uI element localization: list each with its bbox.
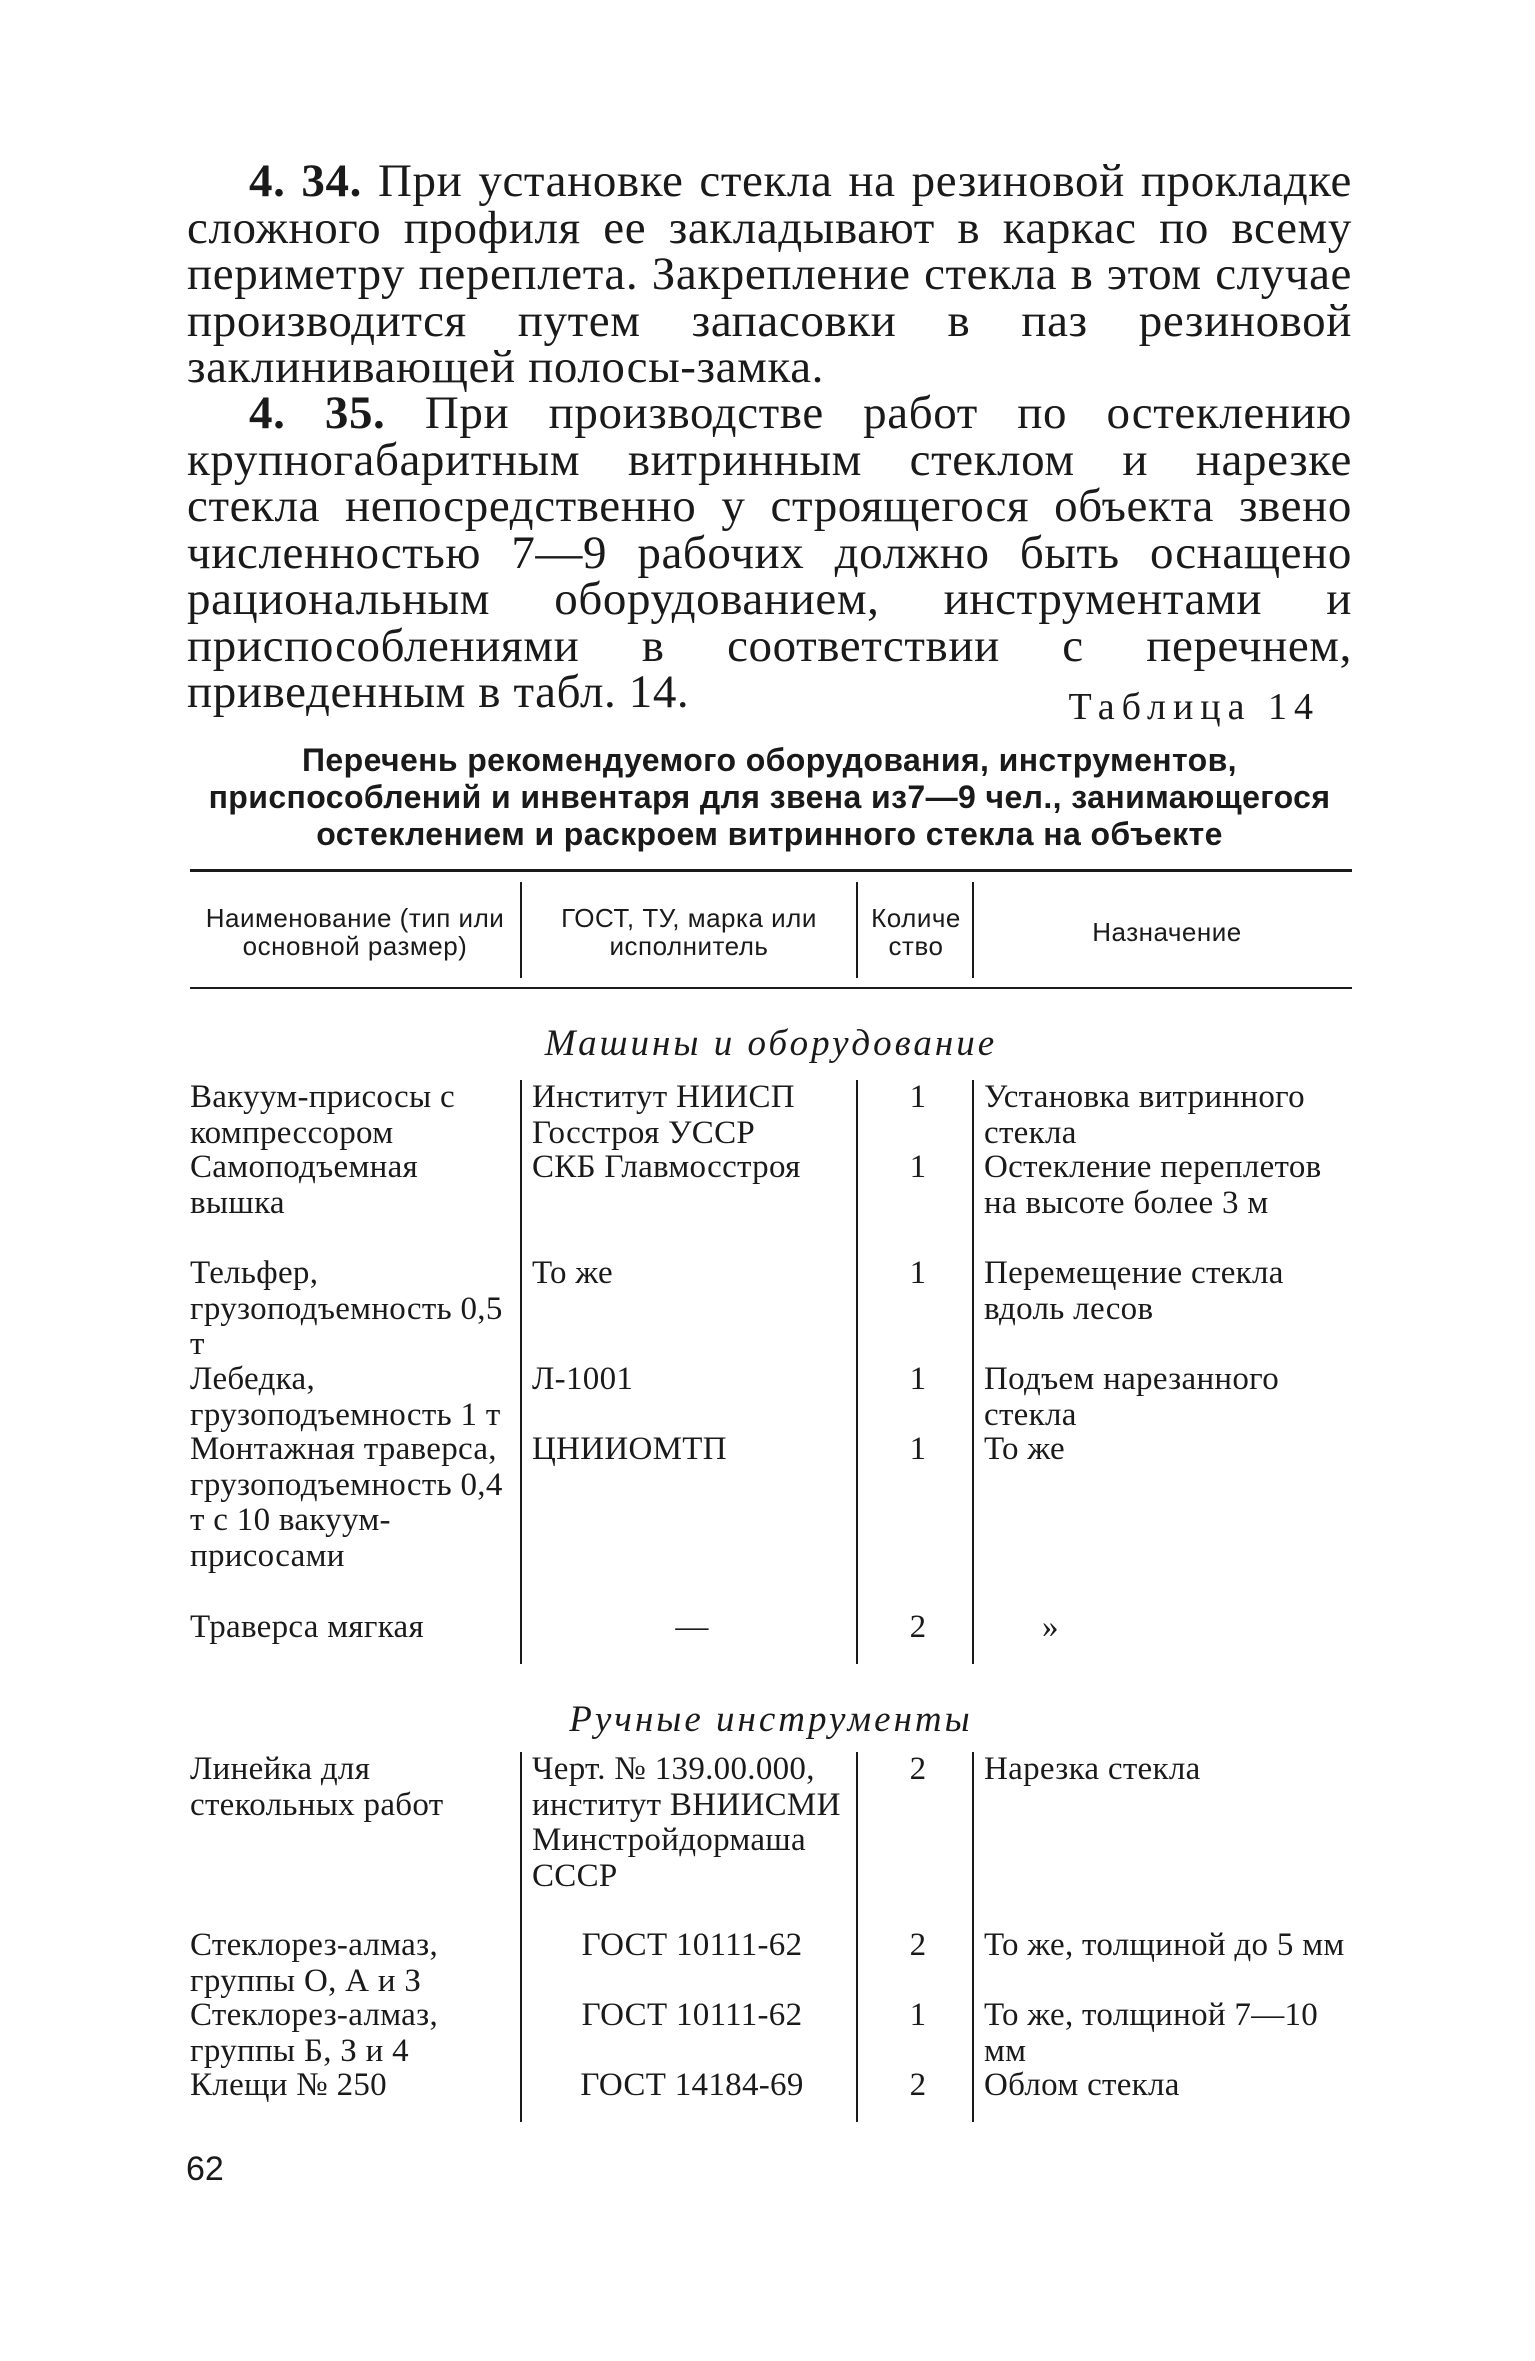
cell-name: Траверса мягкая: [190, 1609, 424, 1645]
column-separator: [856, 1080, 858, 1664]
cell-purpose: »: [1042, 1609, 1059, 1645]
paragraph-4-34: [187, 155, 1352, 393]
header-separator: [520, 882, 522, 978]
section-title-hand-tools: Ручные инструменты: [569, 1699, 973, 1740]
cell-gost: ГОСТ 14184-69: [580, 2067, 804, 2103]
paragraph-text: При установке стекла на резиновой прокладке сложного профиля ее закладывают в каркас по всему периметру переплета. Закрепление стекла в этом случае производится путем запасовки в паз резиновой заклинивающей полосы-замка.: [187, 155, 1352, 393]
cell-gost: Черт. № 139.00.000, институт ВНИИСМИ Минстройдормаша СССР: [532, 1751, 841, 1894]
column-separator: [972, 1752, 974, 2122]
cell-quantity: 2: [909, 1927, 927, 1963]
section-title-machines: Машины и оборудование: [544, 1023, 998, 1064]
column-separator: [972, 1080, 974, 1664]
paragraph-number: 4. 35.: [249, 387, 386, 439]
header-separator: [972, 882, 974, 978]
cell-gost: ЦНИИОМТП: [532, 1431, 727, 1467]
column-header-gost: ГОСТ, ТУ, марка или исполнитель: [561, 903, 817, 961]
cell-gost: Л-1001: [532, 1361, 634, 1397]
cell-purpose: Облом стекла: [984, 2067, 1180, 2103]
cell-purpose: Нарезка стекла: [984, 1751, 1201, 1787]
column-separator: [520, 1080, 522, 1664]
cell-name: Стеклорез-алмаз, группы О, А и З: [190, 1927, 439, 1999]
header-separator: [856, 882, 858, 978]
table-title: Перечень рекомендуемого оборудования, инструментов, приспособлений и инвентаря для звена из7—9 чел., занимающегося остеклением и раскроем витринного стекла на объекте: [208, 742, 1331, 852]
cell-name: Линейка для стекольных работ: [190, 1751, 444, 1823]
cell-purpose: То же, толщиной до 5 мм: [984, 1927, 1345, 1963]
table-top-rule: [190, 869, 1352, 872]
cell-gost: —: [675, 1609, 709, 1645]
cell-quantity: 1: [909, 1997, 927, 2033]
column-header-quantity: Количество: [871, 903, 961, 961]
table-header-rule: [190, 987, 1352, 989]
cell-gost: ГОСТ 10111-62: [581, 1927, 803, 1963]
paragraph-text: При производстве работ по остеклению крупногабаритным витринным стеклом и нарезке стекла непосредственно у строящегося объекта звено численностью 7—9 рабочих должно быть оснащено рациональным оборудованием, инструментами и приспособлениями в соответствии с перечнем, приведенным в табл. 14.: [187, 387, 1352, 718]
cell-name: Тельфер, грузоподъемность 0,5 т: [190, 1255, 503, 1362]
paragraph-4-35: [187, 387, 1352, 718]
cell-name: Вакуум-присосы с компрессором: [190, 1079, 455, 1151]
cell-purpose: То же, толщиной 7—10 мм: [984, 1997, 1319, 2069]
cell-purpose: Перемещение стекла вдоль лесов: [984, 1255, 1284, 1327]
cell-name: Лебедка, грузоподъемность 1 т: [190, 1361, 501, 1433]
cell-quantity: 2: [909, 1751, 927, 1787]
cell-quantity: 1: [909, 1149, 927, 1185]
cell-purpose: То же: [984, 1431, 1065, 1467]
cell-name: Клещи № 250: [190, 2067, 387, 2103]
table-caption: Таблица 14: [1068, 686, 1320, 728]
cell-quantity: 1: [909, 1255, 927, 1291]
cell-quantity: 1: [909, 1361, 927, 1397]
cell-name: Самоподъемная вышка: [190, 1149, 419, 1221]
cell-gost: СКБ Главмосстроя: [532, 1149, 801, 1185]
cell-gost: То же: [532, 1255, 613, 1291]
column-header-purpose: Назначение: [1092, 917, 1242, 947]
page-number: 62: [186, 2150, 224, 2188]
column-separator: [856, 1752, 858, 2122]
cell-name: Монтажная траверса, грузоподъемность 0,4 т с 10 вакуум-присосами: [190, 1431, 503, 1574]
cell-quantity: 2: [909, 2067, 927, 2103]
cell-gost: ГОСТ 10111-62: [581, 1997, 803, 2033]
column-header-name: Наименование (тип или основной размер): [205, 903, 505, 961]
cell-purpose: Подъем нарезанного стекла: [984, 1361, 1279, 1433]
cell-gost: Институт НИИСП Госстроя УССР: [532, 1079, 795, 1151]
paragraph-number: 4. 34.: [249, 155, 362, 207]
cell-purpose: Установка витринного стекла: [984, 1079, 1305, 1151]
cell-quantity: 1: [909, 1431, 927, 1467]
cell-quantity: 1: [909, 1079, 927, 1115]
column-separator: [520, 1752, 522, 2122]
cell-purpose: Остекление переплетов на высоте более 3 м: [984, 1149, 1322, 1221]
cell-quantity: 2: [909, 1609, 927, 1645]
cell-name: Стеклорез-алмаз, группы Б, З и 4: [190, 1997, 439, 2069]
